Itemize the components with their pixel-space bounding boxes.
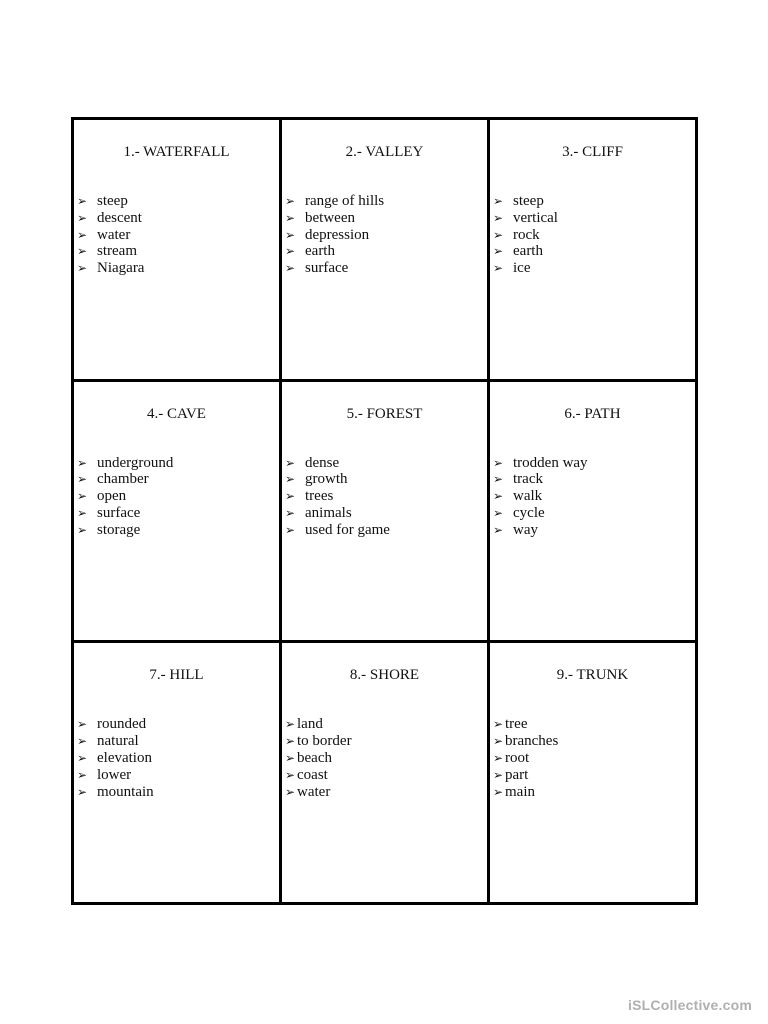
word-list-item <box>493 260 558 277</box>
word-text: lower <box>97 766 132 783</box>
vocabulary-card <box>282 382 487 641</box>
word-list-item <box>285 210 384 227</box>
vocabulary-card-grid <box>71 117 698 905</box>
arrowhead-bullet-icon: ➢ <box>285 717 296 732</box>
card-title: 2.- VALLEY <box>345 144 424 160</box>
arrowhead-bullet-icon: ➢ <box>285 244 296 259</box>
word-list-item <box>285 260 384 277</box>
word-text: coast <box>297 766 328 783</box>
word-text: range of hills <box>305 193 385 209</box>
word-text: land <box>297 716 323 733</box>
word-list-item <box>77 784 154 801</box>
arrowhead-bullet-icon: ➢ <box>493 210 504 225</box>
word-text: trees <box>305 488 334 505</box>
word-list-item <box>285 784 352 801</box>
word-list-item <box>77 243 144 260</box>
word-list <box>285 193 384 277</box>
word-text: natural <box>97 733 139 750</box>
word-text: tree <box>505 716 528 733</box>
word-list-item <box>493 505 588 522</box>
word-list-item <box>285 522 390 539</box>
arrowhead-bullet-icon: ➢ <box>493 734 504 749</box>
word-list-item <box>77 210 144 227</box>
card-title: 9.- TRUNK <box>556 667 629 684</box>
word-list-item <box>77 471 173 488</box>
word-list-item <box>77 522 173 539</box>
word-list-item <box>77 260 144 277</box>
word-list-item <box>77 767 154 784</box>
arrowhead-bullet-icon: ➢ <box>285 750 296 765</box>
word-list-item <box>285 488 390 505</box>
arrowhead-bullet-icon: ➢ <box>285 489 296 504</box>
word-text: ice <box>513 260 531 277</box>
word-list-item <box>493 210 558 227</box>
arrowhead-bullet-icon: ➢ <box>493 194 504 208</box>
arrowhead-bullet-icon: ➢ <box>77 227 88 242</box>
word-list-item <box>285 193 384 210</box>
word-text: to border <box>297 733 352 750</box>
arrowhead-bullet-icon: ➢ <box>493 472 504 487</box>
arrowhead-bullet-icon: ➢ <box>285 455 296 470</box>
arrowhead-bullet-icon: ➢ <box>77 261 88 276</box>
arrowhead-bullet-icon: ➢ <box>285 194 296 208</box>
arrowhead-bullet-icon: ➢ <box>285 522 296 537</box>
arrowhead-bullet-icon: ➢ <box>77 784 88 799</box>
arrowhead-bullet-icon: ➢ <box>77 506 88 521</box>
word-list <box>77 193 144 277</box>
word-list <box>493 193 558 277</box>
arrowhead-bullet-icon: ➢ <box>493 717 504 732</box>
arrowhead-bullet-icon: ➢ <box>77 750 88 765</box>
arrowhead-bullet-icon: ➢ <box>285 472 296 487</box>
arrowhead-bullet-icon: ➢ <box>285 261 296 276</box>
card-title: 6.- PATH <box>564 405 621 422</box>
word-text: growth <box>305 471 348 488</box>
word-text: earth <box>305 243 335 260</box>
word-text: storage <box>97 521 141 538</box>
word-text: surface <box>305 260 349 277</box>
word-text: steep <box>513 193 544 209</box>
arrowhead-bullet-icon: ➢ <box>493 506 504 521</box>
word-list-item <box>285 455 390 472</box>
arrowhead-bullet-icon: ➢ <box>77 455 88 470</box>
word-text: underground <box>97 454 174 471</box>
word-list-item <box>77 733 154 750</box>
word-list-item <box>77 750 154 767</box>
arrowhead-bullet-icon: ➢ <box>285 784 296 799</box>
word-list-item <box>77 716 154 733</box>
vocabulary-card <box>74 382 279 641</box>
word-list-item <box>493 750 558 767</box>
word-text: cycle <box>513 505 545 522</box>
word-text: between <box>305 209 355 226</box>
word-list-item <box>493 784 558 801</box>
arrowhead-bullet-icon: ➢ <box>493 522 504 537</box>
word-list <box>493 455 588 539</box>
word-text: descent <box>97 209 142 226</box>
word-text: depression <box>305 226 370 243</box>
vocabulary-card <box>490 120 695 379</box>
word-text: root <box>505 749 530 766</box>
word-text: rounded <box>97 716 147 733</box>
arrowhead-bullet-icon: ➢ <box>493 261 504 276</box>
arrowhead-bullet-icon: ➢ <box>493 227 504 242</box>
word-text: trodden way <box>513 454 588 471</box>
word-text: steep <box>97 193 128 209</box>
word-text: branches <box>505 733 559 750</box>
card-title: 1.- WATERFALL <box>123 144 230 160</box>
arrowhead-bullet-icon: ➢ <box>77 767 88 782</box>
arrowhead-bullet-icon: ➢ <box>77 734 88 749</box>
word-list-item <box>285 471 390 488</box>
word-list <box>77 455 173 539</box>
arrowhead-bullet-icon: ➢ <box>493 750 504 765</box>
arrowhead-bullet-icon: ➢ <box>285 767 296 782</box>
word-text: mountain <box>97 783 154 800</box>
word-list-item <box>285 243 384 260</box>
vocabulary-card <box>282 120 487 379</box>
word-text: stream <box>97 243 137 260</box>
vocabulary-card <box>490 643 695 902</box>
arrowhead-bullet-icon: ➢ <box>77 489 88 504</box>
word-text: water <box>297 783 331 800</box>
word-text: vertical <box>513 209 558 226</box>
word-list-item <box>77 193 144 210</box>
word-text: way <box>513 521 538 538</box>
word-list-item <box>285 733 352 750</box>
card-title: 4.- CAVE <box>147 405 206 422</box>
word-list-item <box>493 488 588 505</box>
word-list-item <box>77 488 173 505</box>
card-title: 5.- FOREST <box>346 405 423 422</box>
vocabulary-card <box>282 643 487 902</box>
arrowhead-bullet-icon: ➢ <box>77 194 88 208</box>
word-list-item <box>77 227 144 244</box>
arrowhead-bullet-icon: ➢ <box>77 522 88 537</box>
word-text: rock <box>513 226 540 243</box>
arrowhead-bullet-icon: ➢ <box>77 717 88 732</box>
arrowhead-bullet-icon: ➢ <box>77 210 88 225</box>
word-list-item <box>493 733 558 750</box>
arrowhead-bullet-icon: ➢ <box>285 734 296 749</box>
word-list-item <box>77 455 173 472</box>
vocabulary-card <box>490 382 695 641</box>
word-text: open <box>97 488 127 505</box>
word-text: chamber <box>97 471 149 488</box>
word-list <box>285 716 352 800</box>
word-list-item <box>493 455 588 472</box>
word-text: animals <box>305 505 352 522</box>
word-list-item <box>285 767 352 784</box>
word-list-item <box>77 505 173 522</box>
word-text: surface <box>97 505 141 522</box>
word-list-item <box>493 243 558 260</box>
site-watermark: iSLCollective.com <box>628 997 752 1013</box>
word-text: dense <box>305 454 340 471</box>
arrowhead-bullet-icon: ➢ <box>285 227 296 242</box>
word-list-item <box>493 471 588 488</box>
arrowhead-bullet-icon: ➢ <box>285 210 296 225</box>
arrowhead-bullet-icon: ➢ <box>493 784 504 799</box>
card-title: 8.- SHORE <box>349 667 420 684</box>
word-list <box>493 716 558 800</box>
word-list-item <box>285 505 390 522</box>
word-text: part <box>505 766 529 783</box>
word-text: earth <box>513 243 543 260</box>
vocabulary-card <box>74 120 279 379</box>
word-list <box>285 455 390 539</box>
word-list-item <box>493 193 558 210</box>
arrowhead-bullet-icon: ➢ <box>493 455 504 470</box>
word-text: Niagara <box>97 260 145 277</box>
word-list-item <box>493 767 558 784</box>
word-text: track <box>513 471 543 488</box>
word-list-item <box>285 750 352 767</box>
arrowhead-bullet-icon: ➢ <box>493 489 504 504</box>
vocabulary-card <box>74 643 279 902</box>
arrowhead-bullet-icon: ➢ <box>493 767 504 782</box>
word-list-item <box>493 716 558 733</box>
arrowhead-bullet-icon: ➢ <box>285 506 296 521</box>
word-list-item <box>493 227 558 244</box>
word-text: used for game <box>305 521 390 538</box>
arrowhead-bullet-icon: ➢ <box>493 244 504 259</box>
card-title: 3.- CLIFF <box>562 144 623 160</box>
card-title: 7.- HILL <box>149 667 204 684</box>
word-list <box>77 716 154 800</box>
arrowhead-bullet-icon: ➢ <box>77 472 88 487</box>
word-text: water <box>97 226 131 243</box>
word-list-item <box>285 227 384 244</box>
arrowhead-bullet-icon: ➢ <box>77 244 88 259</box>
word-text: walk <box>513 488 543 505</box>
word-list-item <box>493 522 588 539</box>
word-list-item <box>285 716 352 733</box>
word-text: elevation <box>97 749 152 766</box>
word-text: beach <box>297 749 332 766</box>
word-text: main <box>505 783 535 800</box>
